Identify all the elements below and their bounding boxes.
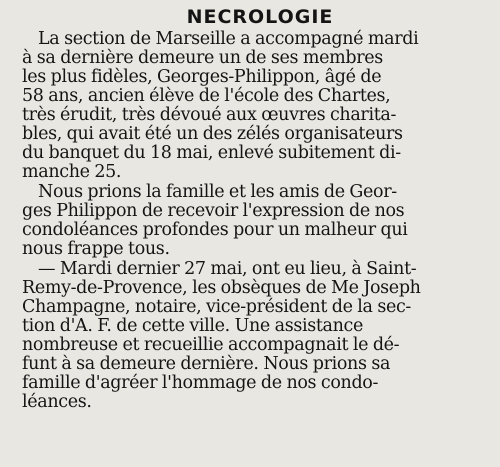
text-line: 58 ans, ancien élève de l'école des Chartes, bbox=[22, 86, 391, 106]
text-line: condoléances profondes pour un malheur qui bbox=[22, 220, 408, 240]
text-line: Remy-de-Provence, les obsèques de Me Joseph bbox=[22, 278, 421, 298]
text-line: famille d'agréer l'hommage de nos condo- bbox=[22, 373, 379, 393]
text-line: ges Philippon de recevoir l'expression de nos bbox=[22, 201, 405, 221]
text-line: Champagne, notaire, vice-président de la sec- bbox=[22, 297, 411, 317]
text-line: tion d'A. F. de cette ville. Une assistance bbox=[22, 316, 363, 336]
paragraph-1 bbox=[22, 30, 488, 182]
text-line: nous frappe tous. bbox=[22, 239, 170, 259]
text-line: à sa dernière demeure un de ses membres bbox=[22, 48, 383, 68]
text-line: La section de Marseille a accompagné mardi bbox=[38, 29, 419, 49]
text-line: du banquet du 18 mai, enlevé subitement di- bbox=[22, 143, 401, 163]
text-line: funt à sa demeure dernière. Nous prions sa bbox=[22, 354, 391, 374]
heading: NECROLOGIE bbox=[186, 6, 334, 28]
text-line: Nous prions la famille et les amis de Geor- bbox=[38, 182, 397, 202]
text-line: bles, qui avait été un des zélés organisateurs bbox=[22, 124, 403, 144]
text-line: nombreuse et recueillie accompagnait le dé- bbox=[22, 335, 400, 355]
paragraph-2 bbox=[22, 183, 488, 259]
text-line: manche 25. bbox=[22, 162, 122, 182]
text-line: — Mardi dernier 27 mai, ont eu lieu, à Saint- bbox=[38, 259, 417, 279]
text-line: les plus fidèles, Georges-Philippon, âgé de bbox=[22, 67, 382, 87]
text-line: léances. bbox=[22, 392, 92, 412]
text-line: très érudit, très dévoué aux œuvres charita- bbox=[22, 105, 397, 125]
paragraph-3 bbox=[22, 260, 488, 412]
